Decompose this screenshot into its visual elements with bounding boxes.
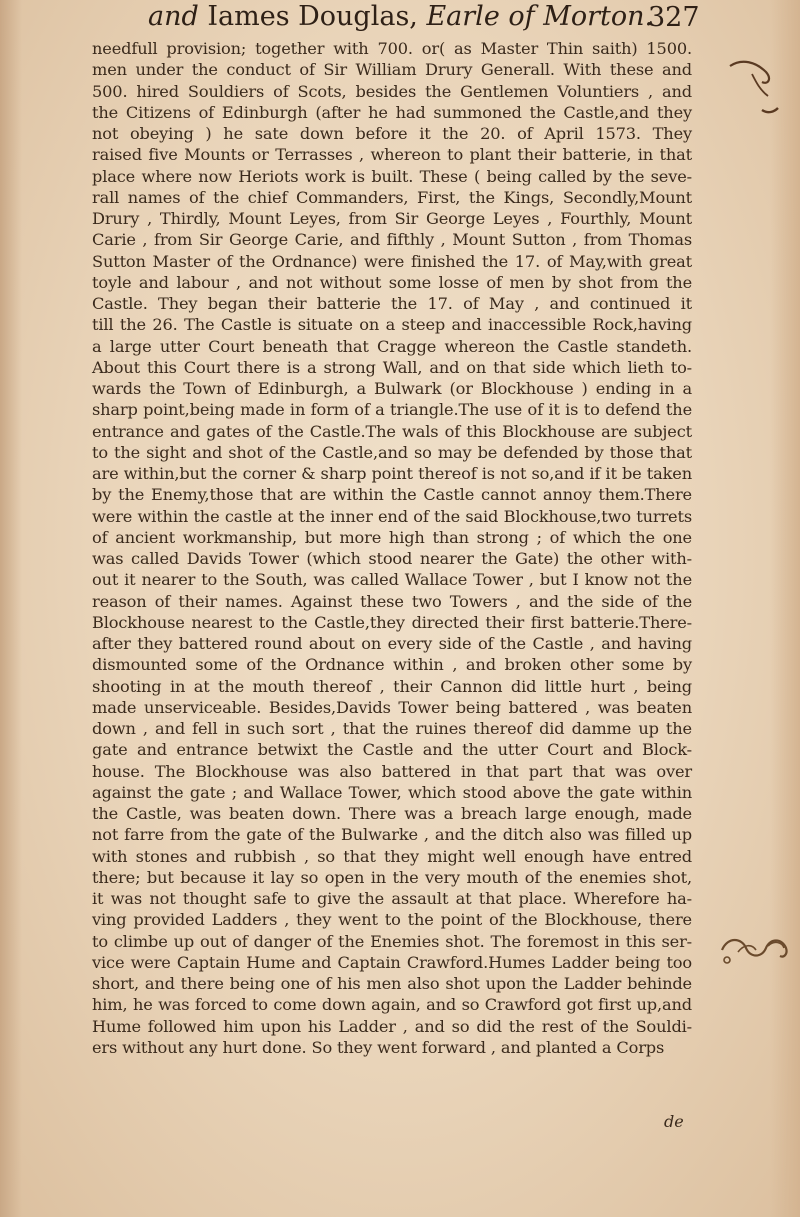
- text-line: of ancient workmanship, but more high than strong ; of which the one: [92, 527, 692, 547]
- text-line: there; but because it lay so open in the very mouth of the enemies shot,: [92, 867, 692, 887]
- text-line: vice were Captain Hume and Captain Crawford.Humes Ladder being too: [92, 952, 692, 972]
- text-line: men under the conduct of Sir William Drury Generall. With these and: [92, 60, 692, 80]
- text-line: ving provided Ladders , they went to the point of the Blockhouse, there: [92, 910, 692, 930]
- text-line: till the 26. The Castle is situate on a steep and inaccessible Rock,having: [92, 315, 692, 335]
- text-line: against the gate ; and Wallace Tower, which stood above the gate within: [92, 782, 692, 802]
- text-line: after they battered round about on every side of the Castle , and having: [92, 634, 692, 653]
- text-line: wards the Town of Edinburgh, a Bulwark (or Blockhouse ) ending in a: [92, 379, 692, 398]
- text-line: are within,but the corner & sharp point thereof is not so,and if it be taken: [92, 464, 692, 483]
- text-line: was called Davids Tower (which stood nearer the Gate) the other with-: [92, 549, 692, 568]
- text-line: reason of their names. Against these two Towers , and the side of the: [92, 591, 692, 611]
- text-line: a large utter Court beneath that Cragge whereon the Castle standeth.: [92, 336, 692, 356]
- text-line: Blockhouse nearest to the Castle,they directed their first batterie.There-: [92, 612, 692, 632]
- page-number: 327: [648, 2, 700, 33]
- text-line: Carie , from Sir George Carie, and fifthly , Mount Sutton , from Thomas: [92, 230, 692, 250]
- text-line: with stones and rubbish , so that they might well enough have entred: [92, 846, 692, 866]
- text-line: ers without any hurt done. So they went forward , and planted a Corps: [92, 1037, 665, 1057]
- text-line: About this Court there is a strong Wall, and on that side which lieth to-: [92, 357, 692, 377]
- text-line: place where now Heriots work is built. These ( being called by the seve-: [92, 166, 692, 186]
- text-line: were within the castle at the inner end of the said Blockhouse,two turrets: [92, 506, 692, 526]
- text-line: shooting in at the mouth thereof , their Cannon did little hurt , being: [92, 676, 692, 696]
- page-left-edge-shadow: [0, 0, 22, 1217]
- text-line: to the sight and shot of the Castle,and so may be defended by those that: [92, 442, 692, 462]
- text-line: it was not thought safe to give the assault at that place. Wherefore ha-: [92, 889, 692, 908]
- catchword: de: [664, 1112, 684, 1131]
- page-right-edge-shadow: [770, 0, 800, 1217]
- text-line: him, he was forced to come down again, and so Crawford got first up,and: [92, 995, 692, 1015]
- text-line: Drury , Thirdly, Mount Leyes, from Sir George Leyes , Fourthly, Mount: [92, 209, 692, 228]
- text-line: Castle. They began their batterie the 17. of May , and continued it: [92, 294, 692, 313]
- text-line: Sutton Master of the Ordnance) were finished the 17. of May,with great: [92, 251, 692, 271]
- text-line: raised five Mounts or Terrasses , whereon to plant their batterie, in that: [92, 145, 692, 165]
- text-line: dismounted some of the Ordnance within , and broken other some by: [92, 655, 692, 675]
- text-line: out it nearer to the South, was called Wallace Tower , but I know not the: [92, 570, 692, 590]
- text-line: down , and fell in such sort , that the ruines thereof did damme up the: [92, 719, 692, 738]
- text-line: Hume followed him upon his Ladder , and so did the rest of the Souldi-: [92, 1016, 692, 1036]
- running-head-name: Iames Douglas,: [207, 1, 418, 32]
- marginal-ink-mark-icon: [722, 52, 784, 122]
- text-line: made unserviceable. Besides,Davids Tower being battered , was beaten: [92, 697, 692, 717]
- text-line: 500. hired Souldiers of Scots, besides the Gentlemen Voluntiers , and: [92, 81, 692, 101]
- text-line: entrance and gates of the Castle.The wals of this Blockhouse are subject: [92, 421, 692, 441]
- marginal-flourish-icon: [718, 926, 798, 970]
- text-line: needfull provision; together with 700. or( as Master Thin saith) 1500.: [92, 39, 692, 58]
- text-line: rall names of the chief Commanders, First, the Kings, Secondly,Mount: [92, 187, 692, 207]
- text-line: the Citizens of Edinburgh (after he had summoned the Castle,and they: [92, 102, 692, 122]
- text-line: house. The Blockhouse was also battered in that part that was over: [92, 761, 692, 781]
- text-line: not farre from the gate of the Bulwarke , and the ditch also was filled up: [92, 825, 692, 845]
- text-line: the Castle, was beaten down. There was a breach large enough, made: [92, 804, 692, 823]
- text-line: short, and there being one of his men also shot upon the Ladder behinde: [92, 974, 692, 993]
- text-line: not obeying ) he sate down before it the 20. of April 1573. They: [92, 124, 692, 143]
- text-line: to climbe up out of danger of the Enemies shot. The foremost in this ser-: [92, 931, 692, 951]
- text-line: sharp point,being made in form of a triangle.The use of it is to defend the: [92, 400, 692, 420]
- running-head-prefix: and: [148, 1, 208, 32]
- running-head-title: Earle of Morton.: [417, 1, 654, 32]
- body-text: [92, 38, 692, 1058]
- text-line: toyle and labour , and not without some losse of men by shot from the: [92, 272, 692, 292]
- running-head: [148, 0, 678, 34]
- text-line: by the Enemy,those that are within the Castle cannot annoy them.There: [92, 485, 692, 505]
- text-line: gate and entrance betwixt the Castle and the utter Court and Block-: [92, 740, 692, 760]
